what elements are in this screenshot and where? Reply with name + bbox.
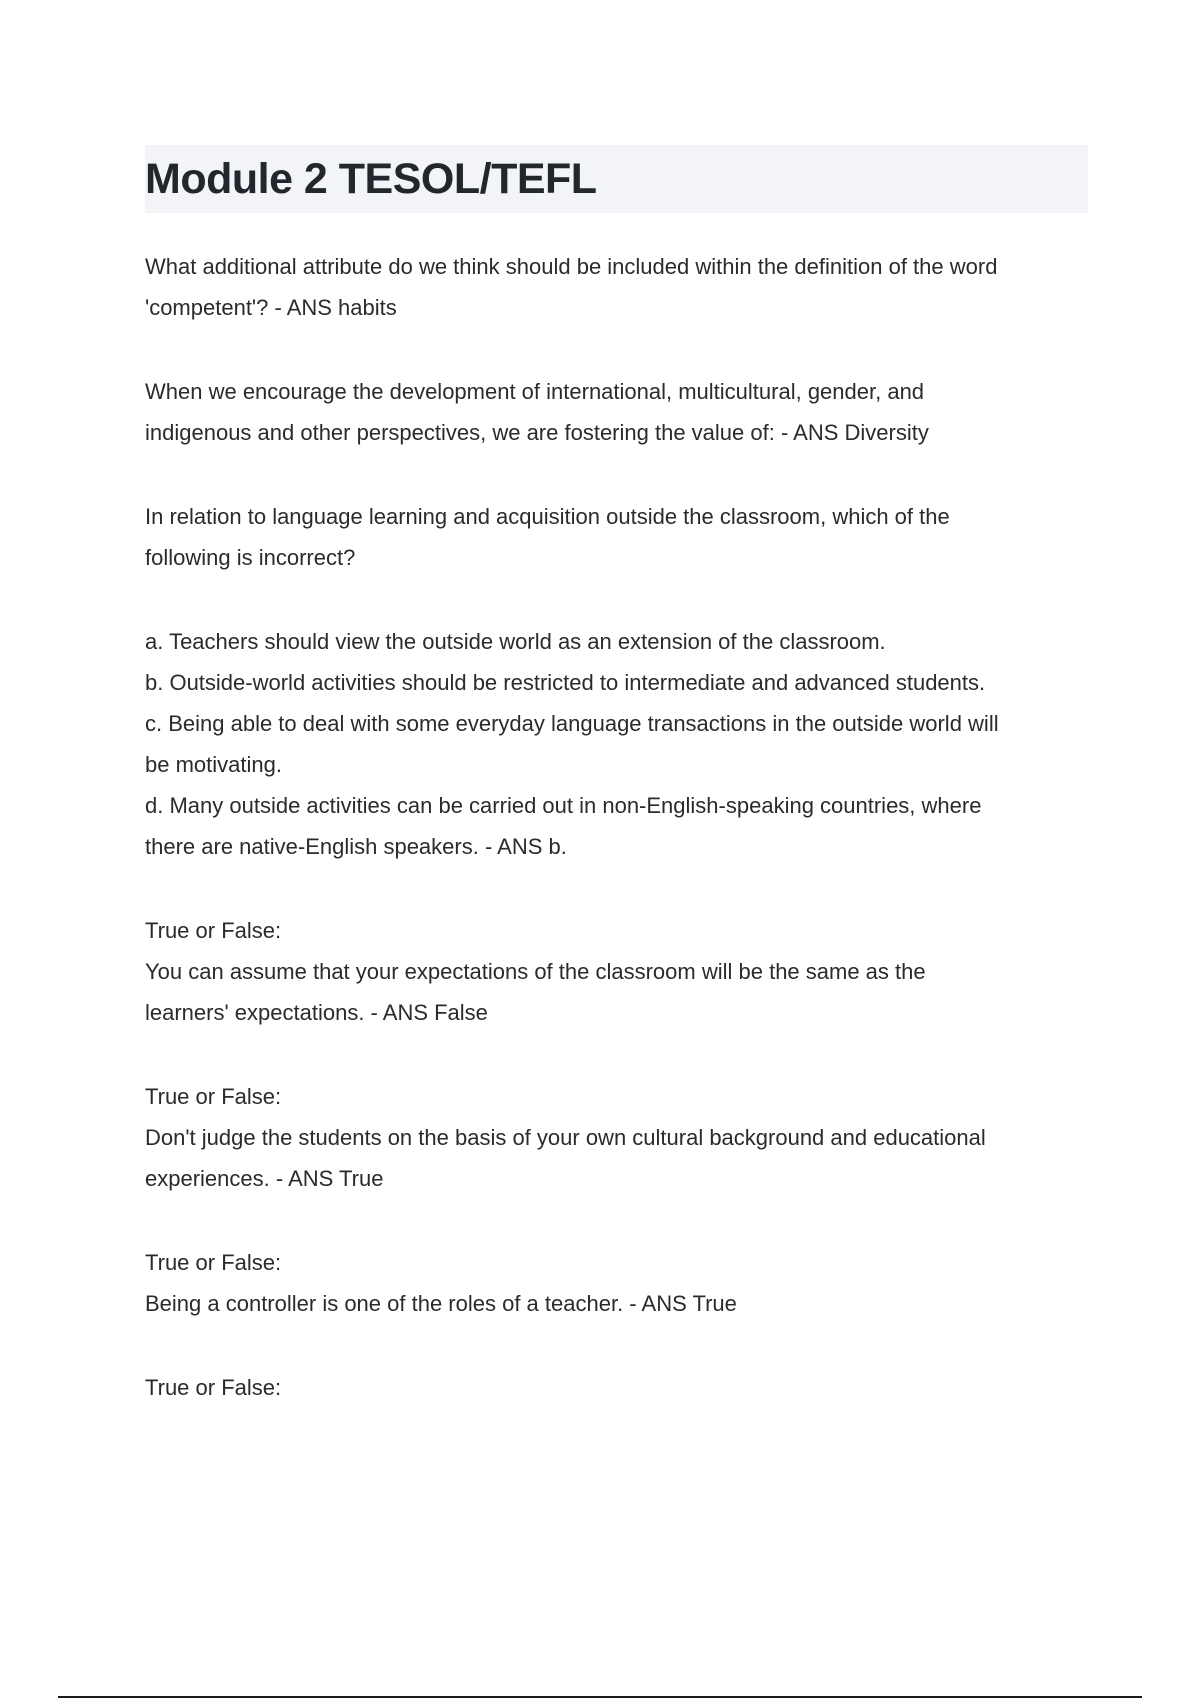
question-type-label: True or False:	[145, 1084, 282, 1109]
option-c: c. Being able to deal with some everyday language transactions in the outside world will	[145, 711, 999, 736]
page-title: Module 2 TESOL/TEFL	[145, 155, 597, 203]
text-line: Being a controller is one of the roles of a teacher. - ANS True	[145, 1291, 737, 1316]
question-type-label: True or False:	[145, 918, 282, 943]
qa-options-list	[145, 621, 1095, 867]
text-line: following is incorrect?	[145, 545, 356, 570]
qa-item-judge-students	[145, 1076, 1095, 1199]
qa-item-diversity	[145, 371, 1095, 453]
text-line: experiences. - ANS True	[145, 1166, 384, 1191]
text-line: learners' expectations. - ANS False	[145, 1000, 488, 1025]
qa-item-competent	[145, 246, 1095, 328]
text-line: What additional attribute do we think should be included within the definition of the word	[145, 254, 998, 279]
option-d: d. Many outside activities can be carried out in non-English-speaking countries, where	[145, 793, 982, 818]
option-a: a. Teachers should view the outside world as an extension of the classroom.	[145, 629, 886, 654]
option-b: b. Outside-world activities should be restricted to intermediate and advanced students.	[145, 670, 986, 695]
document-body	[145, 246, 1095, 1451]
qa-item-controller-role	[145, 1242, 1095, 1324]
option-c-continued: be motivating.	[145, 752, 282, 777]
text-line: In relation to language learning and acquisition outside the classroom, which of the	[145, 504, 950, 529]
text-line: When we encourage the development of international, multicultural, gender, and	[145, 379, 925, 404]
option-d-answer: there are native-English speakers. - ANS b.	[145, 834, 567, 859]
text-line: Don't judge the students on the basis of your own cultural background and educational	[145, 1125, 986, 1150]
question-type-label: True or False:	[145, 1250, 282, 1275]
qa-item-trailing	[145, 1367, 1095, 1408]
qa-item-outside-classroom	[145, 496, 1095, 578]
text-line: 'competent'? - ANS habits	[145, 295, 397, 320]
qa-item-expectations	[145, 910, 1095, 1033]
page-bottom-divider	[58, 1696, 1142, 1698]
text-line: indigenous and other perspectives, we are fostering the value of: - ANS Diversity	[145, 420, 929, 445]
question-type-label: True or False:	[145, 1375, 282, 1400]
text-line: You can assume that your expectations of the classroom will be the same as the	[145, 959, 926, 984]
